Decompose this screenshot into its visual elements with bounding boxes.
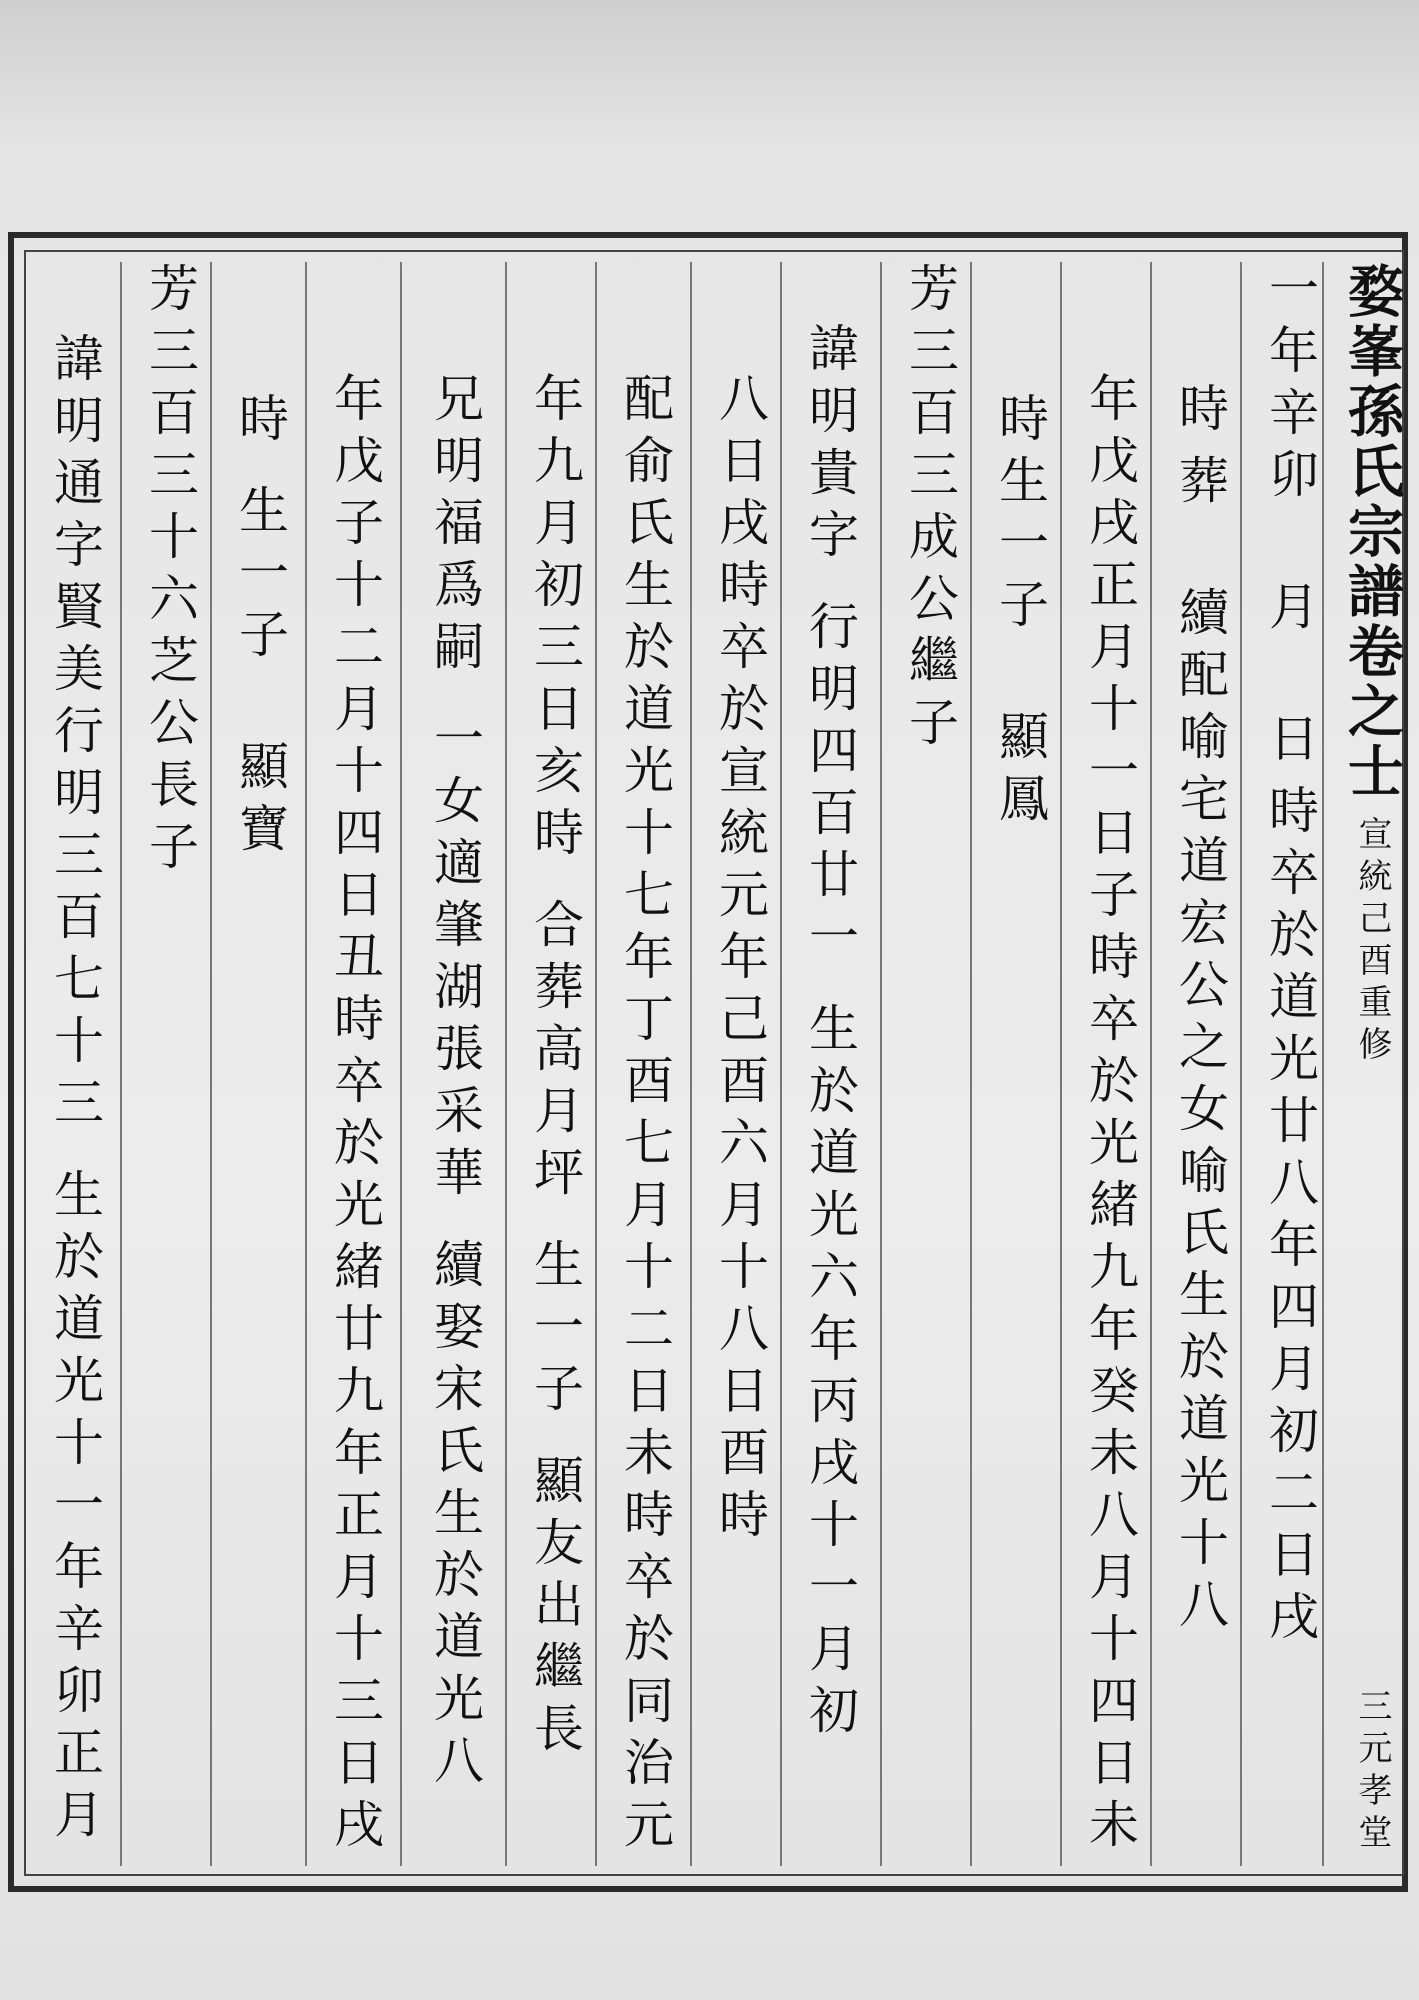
- text-segment: 日: [1261, 712, 1319, 774]
- text-column: [975, 262, 1065, 1866]
- column-rule: [690, 262, 692, 1866]
- text-segment: 顯寶: [231, 740, 289, 864]
- text-column: [125, 262, 215, 1866]
- text-segment: 合葬高月坪: [526, 898, 584, 1208]
- text-segment: 兄明福爲嗣: [426, 372, 484, 682]
- text-segment: 八日戌時卒於宣統元年己酉六月十八日酉時: [711, 372, 769, 1550]
- text-column: [885, 262, 975, 1866]
- text-segment: 生一子: [526, 1238, 584, 1424]
- text-segment: 芳三百三成公繼子: [901, 262, 959, 758]
- text-segment: 一年辛卯: [1261, 262, 1319, 510]
- column-rule: [505, 262, 507, 1866]
- text-segment: 時卒於道光廿八年四月初二日戌: [1261, 784, 1319, 1652]
- text-segment: 生於道光十一年辛卯正月: [46, 1168, 104, 1850]
- text-column: [1245, 262, 1335, 1866]
- text-column: [310, 262, 400, 1866]
- text-segment: 諱明通字賢美行明三百七十三: [46, 332, 104, 1138]
- text-segment: 顯鳳: [991, 710, 1049, 834]
- text-segment: 顯友出繼長: [526, 1454, 584, 1764]
- text-segment: 配俞氏生於道光十七年丁酉七月十二日未時卒於同治元: [616, 372, 674, 1860]
- text-segment: 年戊戌正月十一日子時卒於光緒九年癸未八月十四日未: [1081, 372, 1139, 1860]
- text-segment: 諱明貴字: [801, 322, 859, 570]
- text-segment: 一女適肇湖張采華: [426, 712, 484, 1208]
- text-segment: 芳三百三十六芝公長子: [141, 262, 199, 882]
- text-column: [410, 262, 500, 1866]
- column-rule: [120, 262, 122, 1866]
- text-segment: 年戊子十二月十四日丑時卒於光緒廿九年正月十三日戌: [326, 372, 384, 1860]
- text-column: [1065, 262, 1155, 1866]
- text-segment: 續娶宋氏生於道光八: [426, 1238, 484, 1796]
- column-rule: [305, 262, 307, 1866]
- text-segment: 時: [231, 392, 289, 454]
- text-segment: 生一子: [231, 484, 289, 670]
- edition-note: 宣統己酉重修: [1352, 816, 1392, 1068]
- text-column: [215, 262, 305, 1866]
- text-column: [600, 262, 690, 1866]
- text-segment: 時: [1171, 382, 1229, 444]
- text-column: [785, 262, 875, 1866]
- column-rule: [400, 262, 402, 1866]
- page-title: 婺峯孫氏宗譜卷之士: [1339, 262, 1405, 802]
- text-column: [510, 262, 600, 1866]
- text-column: [30, 262, 120, 1866]
- text-segment: 時生一子: [991, 392, 1049, 640]
- text-segment: 月: [1261, 580, 1319, 642]
- text-column: [695, 262, 785, 1866]
- page-header: [1330, 262, 1414, 1866]
- text-segment: 葬: [1171, 454, 1229, 516]
- text-segment: 生於道光六年丙戌十一月初: [801, 1002, 859, 1746]
- text-column: [1155, 262, 1245, 1866]
- text-segment: 年九月初三日亥時: [526, 372, 584, 868]
- text-segment: 行明四百廿一: [801, 600, 859, 972]
- text-segment: 續配喻宅道宏公之女喻氏生於道光十八: [1171, 586, 1229, 1640]
- column-rule: [880, 262, 882, 1866]
- hall-name: 三元孝堂: [1352, 1688, 1392, 1856]
